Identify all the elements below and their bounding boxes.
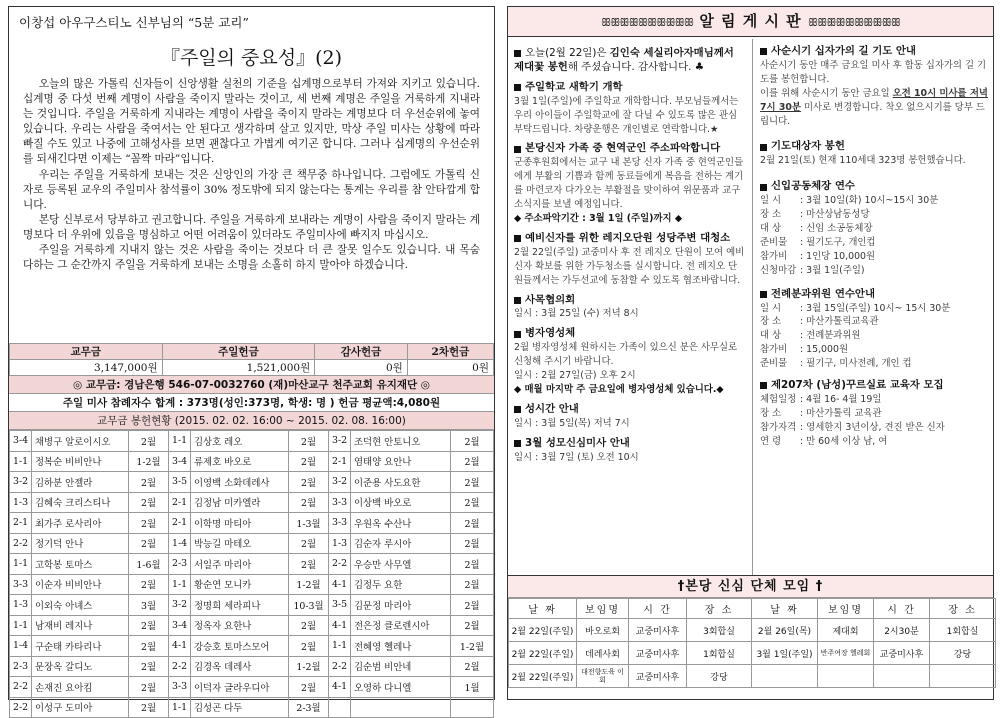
finance-value: 1,521,000원 xyxy=(162,360,315,376)
donor-name-cell: 전은정 클로렌시아 xyxy=(351,615,451,636)
district-cell: 2-2 xyxy=(10,697,32,718)
detail-key: 체험일정 xyxy=(760,393,797,405)
column-header: 이창섭 아우구스티노 신부님의 “5분 교리” xyxy=(19,15,249,30)
detail-key: 대 상 xyxy=(760,222,782,234)
schedule-cell: 3회합실 xyxy=(687,619,752,642)
schedule-cell xyxy=(874,665,930,688)
notice-text: 군종후원회에서는 교구 내 본당 신자 가족 중 현역군인들에게 부활의 기쁨과 함께 동료들에게 복음을 전하는 계기를 마련코자 다가오는 부활절을 맞이하여 위문품과 교구 소식지를 보낼 예정입니다. xyxy=(514,157,744,211)
schedule-title: †본당 신심 단체 모임 † xyxy=(508,576,993,598)
donor-name-cell: 김상호 레오 xyxy=(191,431,289,452)
notice-date: 일시 : 2월 27일(금) 오후 2시 xyxy=(514,370,636,382)
notice-title: 3월 성모신심미사 안내 xyxy=(514,437,746,451)
schedule-cell: 2월 22일(주일) xyxy=(509,642,577,665)
month-cell: 2월 xyxy=(289,615,329,636)
donor-name-cell: 김정남 미카엘라 xyxy=(191,492,289,513)
donor-name-cell: 조덕현 안토니오 xyxy=(351,431,451,452)
notice-column-right xyxy=(754,39,994,575)
schedule-header: 장 소 xyxy=(687,599,752,619)
month-cell: 2월 xyxy=(451,472,494,493)
bullet-icon xyxy=(514,50,521,57)
district-cell: 3-4 xyxy=(169,615,191,636)
district-cell: 2-1 xyxy=(169,513,191,534)
finance-value: 0원 xyxy=(315,360,408,376)
month-cell: 1-2월 xyxy=(451,636,494,657)
month-cell: 3월 xyxy=(129,595,169,616)
donor-name-cell: 이성구 도미아 xyxy=(32,697,129,718)
bullet-icon xyxy=(514,297,521,304)
detail-key: 참가비 xyxy=(760,344,788,356)
schedule-header: 시 간 xyxy=(874,599,930,619)
district-cell: 3-3 xyxy=(10,574,32,595)
district-cell: 3-4 xyxy=(10,431,32,452)
bullet-icon xyxy=(514,84,521,91)
table-row xyxy=(10,431,494,452)
donation-period: 교무금 봉헌현황 (2015. 02. 02. 16:00 ~ 2015. 02. 08. 16:00) xyxy=(9,412,494,430)
schedule-table xyxy=(508,598,996,688)
table-row xyxy=(10,636,494,657)
month-cell: 2월 xyxy=(129,636,169,657)
donor-name-cell: 전혜영 헬레나 xyxy=(351,636,451,657)
schedule-header: 날 짜 xyxy=(752,599,818,619)
table-row xyxy=(10,574,494,595)
district-cell: 2-1 xyxy=(169,492,191,513)
bullet-icon xyxy=(514,146,521,153)
schedule-cell xyxy=(818,665,874,688)
bullet-icon xyxy=(514,331,521,338)
table-row xyxy=(10,677,494,698)
notice-title: 신입공동체장 연수 xyxy=(760,180,988,194)
donor-name-cell: 염태양 요안나 xyxy=(351,451,451,472)
month-cell: 2월 xyxy=(289,677,329,698)
month-cell: 2월 xyxy=(451,513,494,534)
donor-name-cell: 이상백 바오로 xyxy=(351,492,451,513)
finance-header: 2차헌금 xyxy=(407,344,493,360)
month-cell: 2월 xyxy=(451,615,494,636)
month-cell: 2월 xyxy=(289,533,329,554)
donor-name-cell: 김문정 마리아 xyxy=(351,595,451,616)
schedule-cell: 바오로회 xyxy=(577,619,629,642)
donor-name-cell: 이순자 비비안나 xyxy=(32,574,129,595)
intro-notice: 오늘(2월 22일)은 김인숙 세실리아자매님께서 제대꽃 봉헌해 주셨습니다. 감사합니다. ♣ xyxy=(514,47,734,73)
district-cell: 1-4 xyxy=(10,636,32,657)
finance-table xyxy=(9,343,494,376)
detail-row xyxy=(760,208,988,222)
donor-name-cell: 서일주 마리아 xyxy=(191,554,289,575)
schedule-cell: 교중미사후 xyxy=(629,665,687,688)
detail-value: : 1인당 10,000원 xyxy=(800,250,876,262)
donor-name-cell: 채병구 알로이시오 xyxy=(32,431,129,452)
district-cell: 2-3 xyxy=(10,656,32,677)
district-cell: 3-3 xyxy=(329,492,351,513)
month-cell: 2월 xyxy=(451,451,494,472)
schedule-cell xyxy=(930,665,996,688)
schedule-cell: 교중미사후 xyxy=(874,642,930,665)
month-cell: 2월 xyxy=(129,677,169,698)
right-panel xyxy=(507,6,994,700)
detail-value: : 마산상남동성당 xyxy=(800,209,870,221)
notice-title: 성시간 안내 xyxy=(514,403,746,417)
month-cell: 2월 xyxy=(129,431,169,452)
finance-value: 3,147,000원 xyxy=(10,360,163,376)
district-cell: 3-3 xyxy=(329,513,351,534)
district-cell: 3-2 xyxy=(10,472,32,493)
schedule-header: 시 간 xyxy=(629,599,687,619)
donor-name-cell: 류제호 바오로 xyxy=(191,451,289,472)
bullet-icon xyxy=(514,406,521,413)
district-cell: 1-3 xyxy=(10,595,32,616)
detail-value: : 15,000원 xyxy=(800,344,848,356)
notice-column-left xyxy=(508,39,753,575)
month-cell: 2월 xyxy=(451,492,494,513)
schedule-cell: 데레사회 xyxy=(577,642,629,665)
donor-name-cell: 강승호 토마스모어 xyxy=(191,636,289,657)
schedule-cell: 교중미사후 xyxy=(629,619,687,642)
schedule-cell: 1회합실 xyxy=(687,642,752,665)
month-cell: 2월 xyxy=(289,431,329,452)
month-cell: 2월 xyxy=(289,451,329,472)
detail-row xyxy=(760,264,988,278)
schedule-cell: 교중미사후 xyxy=(629,642,687,665)
district-cell xyxy=(329,697,351,718)
notice-text: 2월 22일(주일) 교중미사 후 전 레지오 단원이 모여 예비신자 확보를 위한 가두청소를 실시합니다. 전 레지오 단원들께서는 가두선교에 동참할 수 있도록 협조바랍니다. xyxy=(514,246,745,286)
detail-row xyxy=(760,421,988,435)
detail-key: 장 소 xyxy=(760,209,782,221)
district-cell: 4-1 xyxy=(169,636,191,657)
detail-value: : 3월 10일(화) 10시~15시 30분 xyxy=(800,195,939,207)
schedule-cell: 2월 26일(목) xyxy=(752,619,818,642)
month-cell: 2월 xyxy=(451,574,494,595)
month-cell: 2월 xyxy=(129,472,169,493)
donor-name-cell: 김혜숙 크리스티나 xyxy=(32,492,129,513)
training-details xyxy=(760,194,988,277)
district-cell: 1-1 xyxy=(10,615,32,636)
month-cell xyxy=(451,697,494,718)
bullet-icon xyxy=(760,184,767,191)
finance-header: 감사헌금 xyxy=(315,344,408,360)
detail-value: : 필기도구, 개인컵 xyxy=(800,236,876,248)
notice-text: 일시 : 3월 5일(목) 저녁 7시 xyxy=(514,417,630,429)
notice-text: 이를 위해 사순시기 동안 금요일 오전 10시 미사를 저녁 7시 30분 미사로 변경합니다. 착오 없으시기를 당부 드립니다. xyxy=(760,87,988,127)
finance-header: 교무금 xyxy=(10,344,163,360)
detail-value: : 신임 소공동체장 xyxy=(800,222,873,234)
detail-value: : 마산가톨릭교육관 xyxy=(800,316,879,328)
donor-name-cell: 이준용 사도요한 xyxy=(351,472,451,493)
schedule-header: 날 짜 xyxy=(509,599,577,619)
month-cell: 1-2월 xyxy=(289,656,329,677)
district-cell: 1-1 xyxy=(169,431,191,452)
donor-name-cell: 김순자 루시아 xyxy=(351,533,451,554)
schedule-cell: 제대회 xyxy=(818,619,874,642)
cursillo-details xyxy=(760,393,988,449)
detail-key: 장 소 xyxy=(760,316,782,328)
month-cell: 1-2월 xyxy=(129,451,169,472)
donor-name-cell: 김성곤 다두 xyxy=(191,697,289,718)
month-cell: 10-3월 xyxy=(289,595,329,616)
donor-name-cell: 김하분 안젤라 xyxy=(32,472,129,493)
district-cell: 2-3 xyxy=(169,554,191,575)
schedule-row xyxy=(509,665,996,688)
detail-value: : 전례분과위원 xyxy=(800,330,861,342)
district-cell: 3-5 xyxy=(329,595,351,616)
district-cell: 2-1 xyxy=(10,513,32,534)
detail-key: 일 시 xyxy=(760,302,782,314)
detail-row xyxy=(760,315,988,329)
detail-value: : 영세한지 3년이상, 견진 받은 신자 xyxy=(800,421,945,433)
donor-name-cell: 김경옥 데레사 xyxy=(191,656,289,677)
month-cell: 2월 xyxy=(451,656,494,677)
month-cell: 1-3월 xyxy=(289,513,329,534)
donor-name-cell: 김정두 요한 xyxy=(351,574,451,595)
month-cell: 2월 xyxy=(451,554,494,575)
schedule-cell xyxy=(752,665,818,688)
detail-row xyxy=(760,329,988,343)
table-row xyxy=(10,615,494,636)
notice-title: 주일학교 새학기 개학 xyxy=(514,81,746,95)
district-cell: 4-1 xyxy=(329,574,351,595)
district-cell: 4-1 xyxy=(329,615,351,636)
notice-title: 병자영성체 xyxy=(514,327,746,341)
paragraph: 주일을 거룩하게 지내지 않는 것은 사람을 죽이는 것보다 더 큰 잘못 일수도 있습니다. 내 목숨 다하는 그 순간까지 주일을 거룩하게 보내는 소명을 소홀히 하지 말아야 하겠습니다. xyxy=(23,244,480,272)
detail-key: 장 소 xyxy=(760,407,782,419)
month-cell: 2월 xyxy=(451,533,494,554)
schedule-header: 장 소 xyxy=(930,599,996,619)
bullet-icon xyxy=(514,440,521,447)
notice-text: 일시 : 3월 7일 (토) 오전 10시 xyxy=(514,451,639,463)
detail-key: 참가비 xyxy=(760,250,788,262)
schedule-cell: 강당 xyxy=(930,642,996,665)
district-cell: 1-1 xyxy=(329,636,351,657)
month-cell: 2월 xyxy=(289,472,329,493)
detail-row xyxy=(760,222,988,236)
detail-key: 준비물 xyxy=(760,236,788,248)
notice-title: 사순시기 십자가의 길 기도 안내 xyxy=(760,45,988,59)
detail-key: 참가자격 xyxy=(760,421,797,433)
finance-header: 주일헌금 xyxy=(162,344,315,360)
bullet-icon xyxy=(514,235,521,242)
detail-row xyxy=(760,407,988,421)
detail-value: : 3월 15일(주일) 10시~ 15시 30분 xyxy=(800,302,951,314)
donor-name-cell: 이덕자 글라우디아 xyxy=(191,677,289,698)
header-ornament: ꕥꕥꕥꕥꕥꕥꕥꕥꕥꕥ xyxy=(807,16,900,29)
notice-title: 기도대상자 봉헌 xyxy=(760,140,988,154)
district-cell: 3-4 xyxy=(169,451,191,472)
district-cell: 3-3 xyxy=(169,677,191,698)
detail-value: : 4월 16- 4월 19일 xyxy=(800,393,882,405)
table-row xyxy=(10,513,494,534)
district-cell: 3-2 xyxy=(329,431,351,452)
donor-name-cell: 황순연 모니카 xyxy=(191,574,289,595)
notice-highlight: ◆ 주소파악기간 : 3월 1일 (주일)까지 ◆ xyxy=(514,212,683,224)
donor-name-cell: 정옥자 요한나 xyxy=(191,615,289,636)
bulletin-title: 알 림 게 시 판 xyxy=(699,12,802,30)
district-cell: 1-1 xyxy=(10,451,32,472)
district-cell: 4-1 xyxy=(329,677,351,698)
schedule-header: 보임명 xyxy=(577,599,629,619)
schedule-cell: 대전향도육 이회 xyxy=(577,665,629,688)
finance-value: 0원 xyxy=(407,360,493,376)
donor-name-cell: 박능길 마테오 xyxy=(191,533,289,554)
group-meeting-schedule xyxy=(508,575,993,699)
schedule-cell: 2월 22일(주일) xyxy=(509,619,577,642)
notice-text: 2월 병자영성체 원하시는 가족이 있으신 분은 사무실로 신청해 주시기 바랍니다. xyxy=(514,342,738,368)
detail-key: 신청마감 xyxy=(760,264,797,276)
donor-name-cell: 이외숙 아녜스 xyxy=(32,595,129,616)
detail-row xyxy=(760,393,988,407)
detail-row xyxy=(760,302,988,316)
notice-title: 예비신자를 위한 레지오단원 성당주변 대청소 xyxy=(514,232,746,246)
table-row xyxy=(10,656,494,677)
month-cell: 1-2월 xyxy=(289,574,329,595)
bullet-icon xyxy=(760,382,767,389)
district-cell: 1-1 xyxy=(10,554,32,575)
notice-title: 본당신자 가족 중 현역군인 주소파악합니다 xyxy=(514,142,746,156)
donor-name-cell: 김순범 비안네 xyxy=(351,656,451,677)
detail-row xyxy=(760,194,988,208)
table-row xyxy=(10,554,494,575)
detail-key: 일 시 xyxy=(760,195,782,207)
detail-key: 준비물 xyxy=(760,358,788,370)
detail-value: : 만 60세 이상 남, 여 xyxy=(800,435,888,447)
article-title: 『주일의 중요성』(2) xyxy=(160,47,343,69)
table-row xyxy=(10,595,494,616)
liturgy-training-details xyxy=(760,302,988,372)
schedule-cell: 강당 xyxy=(687,665,752,688)
district-cell: 3-5 xyxy=(169,472,191,493)
table-row xyxy=(10,697,494,718)
donor-table xyxy=(9,430,494,718)
donor-name-cell: 남재비 레지나 xyxy=(32,615,129,636)
detail-row xyxy=(760,250,988,264)
donor-name-cell: 최가주 로사리아 xyxy=(32,513,129,534)
donor-name-cell: 이영백 소화데레사 xyxy=(191,472,289,493)
table-row xyxy=(10,492,494,513)
donor-name-cell: 정명희 세라피나 xyxy=(191,595,289,616)
schedule-row xyxy=(509,642,996,665)
district-cell: 1-3 xyxy=(10,492,32,513)
paragraph: 우리는 주일을 거룩하게 보내는 것은 신앙인의 가장 큰 책무중 하나입니다. 그럼에도 가톨릭 신자로 등록된 교우의 주일미사 참석률이 30% 정도밖에 되지 않는다는 통계는 우리를 참 안타깝게 합니다. xyxy=(23,168,480,211)
bullet-icon xyxy=(760,48,767,55)
notice-title: 사목협의회 xyxy=(514,294,746,308)
article-body xyxy=(9,71,494,343)
month-cell: 2월 xyxy=(129,574,169,595)
month-cell: 2월 xyxy=(451,595,494,616)
donor-name-cell: 고학봉 토마스 xyxy=(32,554,129,575)
district-cell: 2-2 xyxy=(10,677,32,698)
table-row xyxy=(10,472,494,493)
schedule-cell: 2월 22일(주일) xyxy=(509,665,577,688)
month-cell: 2월 xyxy=(289,636,329,657)
month-cell: 1-6월 xyxy=(129,554,169,575)
donor-name-cell: 정기덕 안나 xyxy=(32,533,129,554)
attendance-summary: 주일 미사 참례자수 합계 : 373명(성인:373명, 학생: 명 ) 헌금 평균액:4,080원 xyxy=(9,394,494,412)
month-cell: 2월 xyxy=(129,697,169,718)
table-row xyxy=(10,533,494,554)
donor-name-cell: 손재진 요아킴 xyxy=(32,677,129,698)
district-cell: 1-3 xyxy=(329,533,351,554)
month-cell: 2-3월 xyxy=(289,697,329,718)
schedule-cell: 1회합실 xyxy=(930,619,996,642)
donor-name-cell: 우승만 사무엘 xyxy=(351,554,451,575)
notice-title: 전례분과위원 연수안내 xyxy=(760,288,988,302)
header-ornament: ꕥꕥꕥꕥꕥꕥꕥꕥꕥꕥ xyxy=(601,16,694,29)
district-cell: 2-2 xyxy=(329,656,351,677)
detail-row xyxy=(760,236,988,250)
notice-text: 일시 : 3월 25일 (수) 저녁 8시 xyxy=(514,308,639,320)
district-cell: 2-1 xyxy=(329,451,351,472)
detail-value: : 필기구, 미사전례, 개인 컵 xyxy=(800,358,912,370)
notice-text: 사순시기 동안 매주 금요일 미사 후 합동 십자가의 길 기도를 봉헌합니다. xyxy=(760,59,987,85)
left-panel xyxy=(8,6,495,715)
month-cell: 2월 xyxy=(129,513,169,534)
schedule-header-row xyxy=(509,599,996,619)
donor-name-cell xyxy=(351,697,451,718)
schedule-cell: 2시30분 xyxy=(874,619,930,642)
paragraph: 본당 신부로서 당부하고 권고합니다. 주일을 거룩하게 보내라는 계명이 사람을 죽이지 말라는 계명보다 더 우위에 있음을 명심하고 어떤 어려움이 있더라도 주일미사에 빠지지 마십시오. xyxy=(23,213,480,241)
district-cell: 3-2 xyxy=(169,595,191,616)
month-cell: 2월 xyxy=(129,615,169,636)
schedule-row xyxy=(509,619,996,642)
donor-name-cell: 정복순 비비안나 xyxy=(32,451,129,472)
month-cell: 2월 xyxy=(129,492,169,513)
bulletin-header xyxy=(508,7,993,37)
notice-text: 2월 21일(토) 현재 110세대 323명 봉헌했습니다. xyxy=(760,155,966,167)
notice-highlight: ◆ 매월 마지막 주 금요일에 병자영성체 있습니다.◆ xyxy=(514,383,724,395)
district-cell: 1-4 xyxy=(169,533,191,554)
month-cell: 1월 xyxy=(451,677,494,698)
bank-account: ◎ 교무금: 경남은행 546-07-0032760 (재)마산교구 천주교회 유지재단 ◎ xyxy=(9,376,494,394)
district-cell: 3-2 xyxy=(329,472,351,493)
month-cell: 2월 xyxy=(289,554,329,575)
paragraph: 오늘의 많은 가톨릭 신자들이 신앙생활 실천의 기준을 십계명으로부터 가져와 지키고 있습니다. 십계명 중 다섯 번째 계명이 사람을 죽이지 말라는 것이고, 세 번째 계명은 주일을 거룩하게 지내라는 것입니다. 주일을 거룩하게 지내라는 계명이 사람을 죽이지 말라는 계명보다 더 우선순위에 놓여 있습니다. 우리는 사람을 죽여서는 안 된다고 생각하며 살고 있지만, 막상 주일 미사는 상황에 따라 빠질 수도 있고 나중에 고해성사를 보면 괜찮다고 가볍게 여기곤 합니다. 그러나 십계명의 우선순위를 되새긴다면 이제는 “꼼짝 마라”입니다. xyxy=(23,78,480,166)
district-cell: 2-2 xyxy=(10,533,32,554)
month-cell: 2월 xyxy=(129,533,169,554)
detail-value: : 3월 1일(주일) xyxy=(800,264,865,276)
detail-value: : 마산가톨릭 교육관 xyxy=(800,407,882,419)
detail-key: 대 상 xyxy=(760,330,782,342)
detail-row xyxy=(760,357,988,371)
month-cell: 2월 xyxy=(451,431,494,452)
schedule-cell: 반주여장 헬레회 xyxy=(818,642,874,665)
district-cell: 1-1 xyxy=(169,574,191,595)
notice-title: 제207차 (남성)꾸르실료 교육자 모집 xyxy=(760,379,988,393)
month-cell: 2월 xyxy=(289,492,329,513)
donor-name-cell: 이학명 마티아 xyxy=(191,513,289,534)
month-cell: 2월 xyxy=(129,656,169,677)
table-row xyxy=(10,451,494,472)
detail-row xyxy=(760,343,988,357)
district-cell: 1-1 xyxy=(169,697,191,718)
schedule-cell: 3월 1일(주일) xyxy=(752,642,818,665)
district-cell: 2-2 xyxy=(169,656,191,677)
detail-row xyxy=(760,435,988,449)
bullet-icon xyxy=(760,291,767,298)
donor-name-cell: 구순태 카타리나 xyxy=(32,636,129,657)
detail-key: 연 령 xyxy=(760,435,782,447)
schedule-header: 보임명 xyxy=(818,599,874,619)
donor-name-cell: 우원옥 수산나 xyxy=(351,513,451,534)
notice-text: 3월 1일(주일)에 주일학교 개학합니다. 부모님들께서는 우리 아이들이 주일학교에 잘 다닐 수 있도록 많은 관심 부탁드립니다. 차량운행은 개인별로 연락합니다.★ xyxy=(514,95,739,135)
bullet-icon xyxy=(760,144,767,151)
donor-name-cell: 오영하 다니엘 xyxy=(351,677,451,698)
donor-name-cell: 문장옥 갈디노 xyxy=(32,656,129,677)
district-cell: 2-2 xyxy=(329,554,351,575)
